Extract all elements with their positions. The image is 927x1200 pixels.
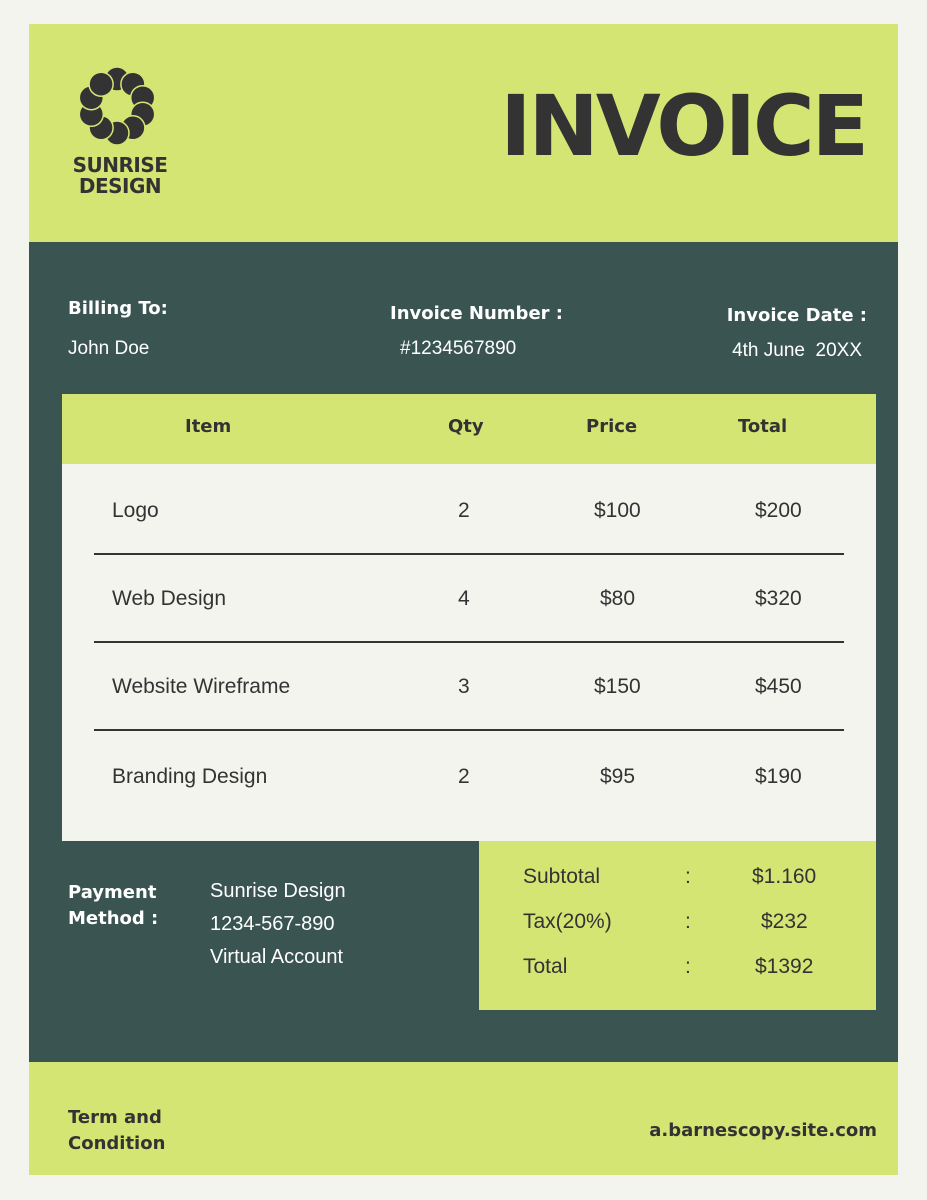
summary-total <box>479 955 876 985</box>
footer-band <box>29 1062 898 1175</box>
brand-name-line1: SUNRISE <box>72 153 168 177</box>
column-header-total: Total <box>738 416 788 437</box>
payment-label-line1: Payment <box>68 882 157 903</box>
cell-qty: 2 <box>458 765 470 788</box>
column-header-price: Price <box>586 416 638 437</box>
row-divider <box>94 729 844 731</box>
table-row <box>94 643 844 731</box>
page-title: INVOICE <box>500 77 866 175</box>
cell-item: Logo <box>112 499 159 522</box>
website-link[interactable]: a.barnescopy.site.com <box>649 1120 877 1141</box>
header-band <box>29 24 898 242</box>
summary-value: $1392 <box>755 955 814 978</box>
payment-line: 1234-567-890 <box>210 913 335 935</box>
cell-item: Website Wireframe <box>112 675 291 698</box>
brand-name <box>55 155 185 197</box>
billing-name: John Doe <box>68 338 150 359</box>
payment-line: Virtual Account <box>210 946 344 968</box>
cell-price: $80 <box>600 587 636 610</box>
column-header-item: Item <box>185 416 232 437</box>
payment-label <box>68 880 158 932</box>
invoice-date-value: 4th June 20XX <box>732 340 862 361</box>
summary-separator: : <box>685 865 691 888</box>
cell-total: $190 <box>755 765 802 788</box>
terms-and-conditions[interactable] <box>68 1105 198 1157</box>
summary-value: $232 <box>761 910 808 933</box>
invoice-sheet <box>29 24 898 1175</box>
payment-details <box>210 875 346 974</box>
cell-total: $450 <box>755 675 802 698</box>
payment-label-line2: Method : <box>68 908 159 929</box>
cell-qty: 2 <box>458 499 470 522</box>
column-header-qty: Qty <box>448 416 484 437</box>
cell-price: $100 <box>594 499 641 522</box>
brand-name-line2: DESIGN <box>78 174 162 198</box>
table-row <box>94 467 844 555</box>
invoice-number-label: Invoice Number : <box>390 303 563 324</box>
sunrise-logo-icon <box>77 66 157 146</box>
summary-tax <box>479 910 876 940</box>
summary-subtotal <box>479 865 876 895</box>
cell-qty: 4 <box>458 587 470 610</box>
table-row <box>94 555 844 643</box>
cell-total: $320 <box>755 587 802 610</box>
invoice-number-value: #1234567890 <box>400 338 517 359</box>
items-table-body <box>62 464 876 841</box>
terms-line1: Term and <box>68 1107 162 1128</box>
cell-price: $150 <box>594 675 641 698</box>
cell-qty: 3 <box>458 675 470 698</box>
cell-item: Branding Design <box>112 765 268 788</box>
invoice-date-label: Invoice Date : <box>726 305 867 326</box>
summary-label: Subtotal <box>523 865 601 888</box>
payment-line: Sunrise Design <box>210 880 346 902</box>
table-row <box>94 733 844 821</box>
summary-separator: : <box>685 955 691 978</box>
totals-summary <box>479 841 876 1010</box>
cell-price: $95 <box>600 765 636 788</box>
cell-item: Web Design <box>112 587 227 610</box>
cell-total: $200 <box>755 499 802 522</box>
summary-label: Tax(20%) <box>523 910 612 933</box>
items-table-header <box>62 394 876 464</box>
summary-separator: : <box>685 910 691 933</box>
billing-label: Billing To: <box>68 298 168 319</box>
summary-value: $1.160 <box>752 865 817 888</box>
summary-label: Total <box>523 955 568 978</box>
terms-line2: Condition <box>68 1133 166 1154</box>
